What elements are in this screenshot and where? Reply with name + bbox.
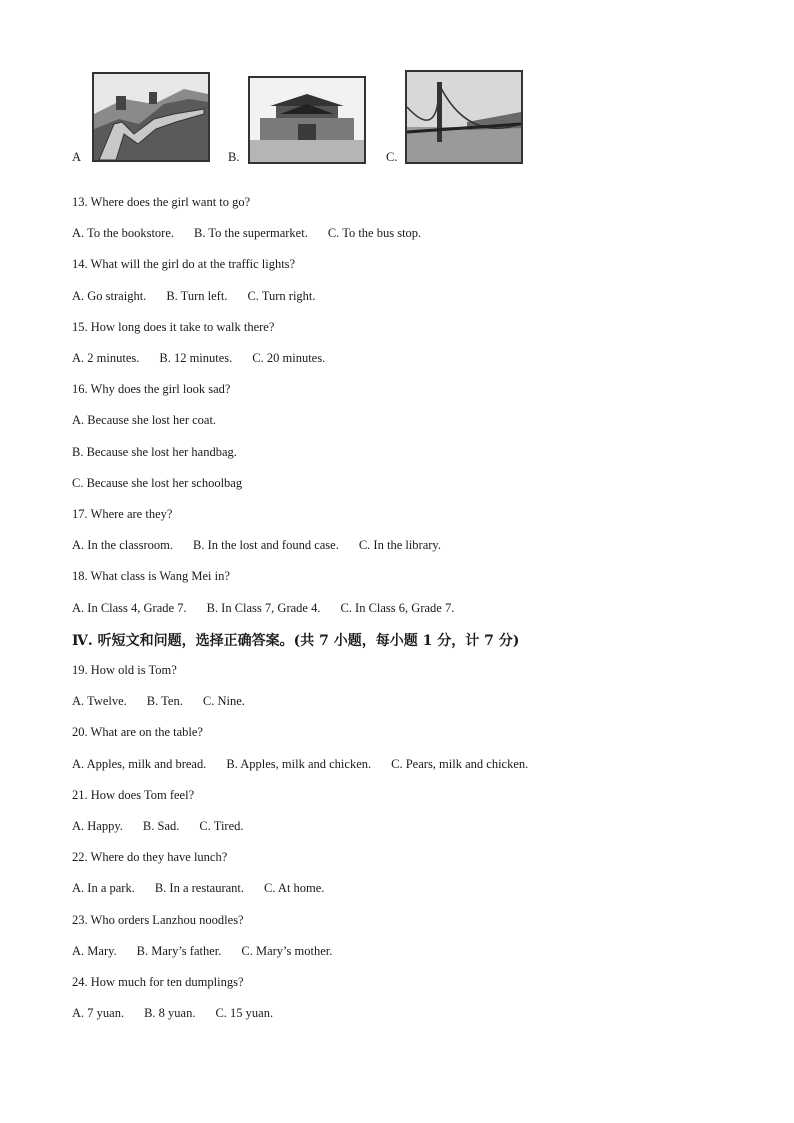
image-a-label: A bbox=[72, 150, 82, 164]
option-c: C. 15 yuan. bbox=[215, 1006, 274, 1020]
options-20 bbox=[72, 756, 548, 772]
option-c: C. Mary’s mother. bbox=[241, 944, 333, 958]
option-b: B. Apples, milk and chicken. bbox=[226, 757, 372, 771]
option-a: A. In the classroom. bbox=[72, 538, 174, 552]
options-21 bbox=[72, 818, 264, 834]
option-b: B. In a restaurant. bbox=[154, 881, 245, 895]
bridge-photo bbox=[405, 70, 523, 164]
option-c: C. 20 minutes. bbox=[252, 351, 326, 365]
option-a: A. In Class 4, Grade 7. bbox=[72, 601, 187, 615]
question-23: 23. Who orders Lanzhou noodles? bbox=[72, 913, 244, 927]
question-20: 20. What are on the table? bbox=[72, 725, 203, 739]
question-16: 16. Why does the girl look sad? bbox=[72, 382, 231, 396]
option-c: C. Nine. bbox=[202, 694, 245, 708]
image-c-label: C. bbox=[386, 150, 398, 164]
option-b: B. In Class 7, Grade 4. bbox=[206, 601, 321, 615]
option-c: C. Pears, milk and chicken. bbox=[391, 757, 529, 771]
question-19: 19. How old is Tom? bbox=[72, 663, 177, 677]
option-b: B. 8 yuan. bbox=[144, 1006, 196, 1020]
question-24: 24. How much for ten dumplings? bbox=[72, 975, 244, 989]
option-a: A. In a park. bbox=[72, 881, 135, 895]
option-b: B. Mary’s father. bbox=[136, 944, 222, 958]
option-a: A. Happy. bbox=[72, 819, 123, 833]
palace-photo bbox=[248, 76, 366, 164]
option-c: C. To the bus stop. bbox=[327, 226, 422, 240]
option-b: B. In the lost and found case. bbox=[193, 538, 339, 552]
image-b-label: B. bbox=[228, 150, 240, 164]
question-21: 21. How does Tom feel? bbox=[72, 788, 195, 802]
option-b: B. To the supermarket. bbox=[194, 226, 308, 240]
option-a: A. Mary. bbox=[72, 944, 117, 958]
option-16b: B. Because she lost her handbag. bbox=[72, 445, 237, 459]
options-18 bbox=[72, 600, 474, 616]
question-17: 17. Where are they? bbox=[72, 507, 173, 521]
section-iv-heading: Ⅳ. 听短文和问题，选择正确答案。(共 7 小题，每小题 1 分，计 7 分) bbox=[72, 633, 520, 649]
question-15: 15. How long does it take to walk there? bbox=[72, 320, 275, 334]
option-b: B. 12 minutes. bbox=[159, 351, 233, 365]
option-a: A. 7 yuan. bbox=[72, 1006, 125, 1020]
option-16c: C. Because she lost her schoolbag bbox=[72, 476, 243, 490]
options-19 bbox=[72, 693, 265, 709]
option-c: C. In Class 6, Grade 7. bbox=[340, 601, 455, 615]
options-23 bbox=[72, 943, 352, 959]
options-22 bbox=[72, 880, 344, 896]
options-17 bbox=[72, 537, 461, 553]
option-a: A. Apples, milk and bread. bbox=[72, 757, 207, 771]
options-14 bbox=[72, 288, 336, 304]
options-24 bbox=[72, 1005, 293, 1021]
option-b: B. Sad. bbox=[142, 819, 180, 833]
question-14: 14. What will the girl do at the traffic lights? bbox=[72, 257, 296, 271]
option-c: C. In the library. bbox=[358, 538, 441, 552]
option-a: A. To the bookstore. bbox=[72, 226, 175, 240]
option-a: A. Go straight. bbox=[72, 289, 147, 303]
option-c: C. Tired. bbox=[199, 819, 244, 833]
option-16a: A. Because she lost her coat. bbox=[72, 413, 217, 427]
question-18: 18. What class is Wang Mei in? bbox=[72, 569, 230, 583]
option-b: B. Ten. bbox=[146, 694, 183, 708]
question-13: 13. Where does the girl want to go? bbox=[72, 195, 251, 209]
option-a: A. Twelve. bbox=[72, 694, 127, 708]
option-a: A. 2 minutes. bbox=[72, 351, 140, 365]
great-wall-photo bbox=[92, 72, 210, 162]
options-13 bbox=[72, 225, 441, 241]
question-22: 22. Where do they have lunch? bbox=[72, 850, 228, 864]
option-b: B. Turn left. bbox=[166, 289, 228, 303]
option-c: C. At home. bbox=[264, 881, 325, 895]
options-15 bbox=[72, 350, 345, 366]
option-c: C. Turn right. bbox=[247, 289, 316, 303]
